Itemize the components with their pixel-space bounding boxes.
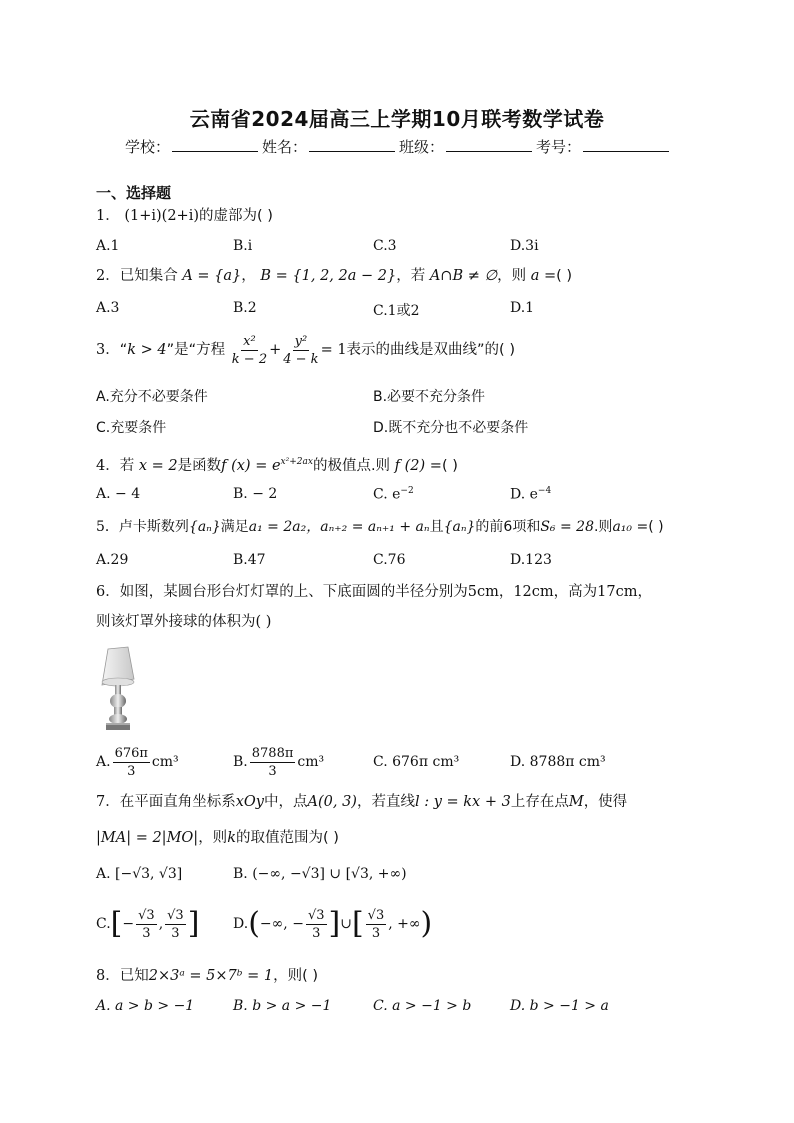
q7-point-m: M <box>568 794 584 810</box>
q2-option-b: B.2 <box>233 300 257 316</box>
q1-option-c: C.3 <box>373 238 397 254</box>
question-7-line-2 <box>96 828 339 848</box>
q2-option-a: A.3 <box>96 300 120 316</box>
q7-option-a: A. [−√3, √3] <box>96 866 183 882</box>
q2-text-4: ，则 <box>497 268 527 284</box>
class-blank <box>446 135 532 152</box>
q2-set-b: B = {1, 2, 2a − 2} <box>260 268 397 284</box>
q7-text-4: 上存在点 <box>510 794 569 810</box>
q6-a-prefix: A. <box>96 754 111 770</box>
q3-condition: k > 4 <box>127 342 167 358</box>
q7-d-den-1: 3 <box>312 925 321 941</box>
q7-c-prefix: C. <box>96 916 111 932</box>
exam-number-label: 考号： <box>536 138 582 156</box>
q3-text-2: ”是“方程 <box>166 342 226 358</box>
q4-option-b: B. − 2 <box>233 486 278 502</box>
table-lamp-figure <box>96 645 140 737</box>
question-7-line-1 <box>96 792 627 812</box>
q2-text-2: ， <box>241 268 256 284</box>
q2-option-d: D.1 <box>510 300 535 316</box>
q6-b-prefix: B. <box>233 754 248 770</box>
q4-number: 4． <box>96 457 120 474</box>
q3-frac1-num: x² <box>243 333 256 349</box>
q7-d-num-2: √3 <box>367 907 385 923</box>
q2-set-a: A = {a} <box>182 268 242 284</box>
q8-text-2: ，则( ) <box>273 968 319 984</box>
question-6-line-1 <box>96 582 652 602</box>
q7-c-frac-1 <box>136 908 157 941</box>
q6-a-unit: cm³ <box>151 754 179 770</box>
q5-option-a: A.29 <box>96 552 129 568</box>
q7-k: k <box>227 830 236 846</box>
q3-frac2-den: 4 − k <box>283 351 319 367</box>
q5-text-4: 的前6项和 <box>475 519 541 535</box>
exam-title: 云南省2024届高三上学期10月联考数学试卷 <box>189 107 605 131</box>
question-8 <box>96 966 318 986</box>
q2-equation: a = <box>530 268 557 284</box>
q4-option-d <box>510 486 551 503</box>
q8-number: 8． <box>96 968 120 984</box>
q7-c-num-1: √3 <box>138 907 155 923</box>
q5-text-2: 满足 <box>220 519 249 535</box>
q4-x-value: x = 2 <box>138 457 178 474</box>
q5-number: 5． <box>96 519 119 535</box>
q3-number: 3． <box>96 342 120 358</box>
school-blank <box>172 135 258 152</box>
q6-option-d: D. 8788π cm³ <box>510 754 606 770</box>
q2-text-1: 已知集合 <box>119 268 178 284</box>
q8-text-1: 已知 <box>119 968 149 984</box>
q7-d-frac-2 <box>366 908 387 941</box>
q3-equals: = 1 <box>320 342 347 358</box>
q4-function: f (x) = e <box>221 457 281 474</box>
q4-exponent: x²+2ax <box>280 457 313 467</box>
q7-point-a: A(0, 3) <box>307 794 357 810</box>
q2-option-c: C.1或2 <box>373 303 420 319</box>
q7-text-3: ，若直线 <box>356 794 415 810</box>
q8-option-d: D. b > −1 > a <box>510 998 609 1014</box>
q5-option-b: B.47 <box>233 552 266 568</box>
q3-frac2-num: y² <box>294 333 308 349</box>
q5-text-3: 且 <box>429 519 444 535</box>
q5-text-1: 卢卡斯数列 <box>118 519 189 535</box>
q6-a-den: 3 <box>127 763 136 779</box>
q7-text-6: ，则 <box>198 830 228 846</box>
q3-text-3: 表示的曲线是双曲线”的( ) <box>346 342 515 358</box>
question-5 <box>96 517 664 537</box>
question-6-line-2: 则该灯罩外接球的体积为( ) <box>96 614 272 630</box>
q8-equation: 2×3ᵃ = 5×7ᵇ = 1 <box>148 968 274 984</box>
q7-option-d: D.(−∞, − $\frac{√3}{3}$ ]∪[ $\frac{√3}{3}$ , +∞) <box>233 906 433 941</box>
name-blank <box>309 135 395 152</box>
q3-option-b: B.必要不充分条件 <box>373 389 486 405</box>
question-1 <box>96 206 273 226</box>
section-heading: 一、选择题 <box>96 184 172 202</box>
q4-option-c <box>373 486 414 503</box>
q6-b-num: 8788π <box>251 745 294 761</box>
q7-line: l : y = kx + 3 <box>414 794 511 810</box>
q7-text-7: 的取值范围为( ) <box>235 830 339 846</box>
q7-text-5: ，使得 <box>583 794 628 810</box>
exam-number-blank <box>583 135 669 152</box>
question-3 <box>96 330 515 370</box>
q3-frac1-den: k − 2 <box>231 351 268 367</box>
q5-option-d: D.123 <box>510 552 552 568</box>
question-4 <box>96 452 458 476</box>
q7-option-b: B. (−∞, −√3] ∪ [√3, +∞) <box>233 866 407 882</box>
q6-option-a <box>96 742 179 782</box>
q1-number: 1． <box>96 208 120 224</box>
q6-b-unit: cm³ <box>297 754 325 770</box>
q7-d-den-2: 3 <box>371 925 381 941</box>
q7-d-num-1: √3 <box>307 907 325 923</box>
q4-option-a: A. − 4 <box>96 486 141 502</box>
q7-text-1: 在平面直角坐标系 <box>119 794 236 810</box>
q1-option-d: D.3i <box>510 238 539 254</box>
q3-fraction-y <box>283 334 318 367</box>
q4-option-d-base: D. e <box>510 486 538 503</box>
q6-b-fraction <box>250 746 296 779</box>
q7-text-2: 中，点 <box>264 794 308 810</box>
school-label: 学校： <box>125 138 171 156</box>
q5-sequence: {aₙ} <box>188 519 221 535</box>
q5-sum: S₆ = 28 <box>540 519 594 535</box>
q4-f2: f (2) = <box>394 457 442 474</box>
q2-number: 2． <box>96 268 120 284</box>
q7-c-frac-2 <box>165 908 186 941</box>
q3-plus: + <box>269 342 282 358</box>
name-label: 姓名： <box>262 138 308 156</box>
q4-text-3: 的极值点.则 <box>312 457 391 474</box>
class-label: 班级： <box>399 138 445 156</box>
q4-text-1: 若 <box>119 457 135 474</box>
q7-c-den-2: 3 <box>171 925 180 941</box>
q7-condition: |MA| = 2|MO| <box>96 830 199 846</box>
q8-option-b: B. b > a > −1 <box>233 998 332 1014</box>
q1-option-b: B.i <box>233 238 253 254</box>
q8-option-c: C. a > −1 > b <box>373 998 472 1014</box>
q6-option-b <box>233 742 324 782</box>
q3-fraction-x <box>232 334 267 367</box>
q7-c-den-1: 3 <box>142 925 151 941</box>
q3-option-d: D.既不充分也不必要条件 <box>373 420 529 436</box>
q6-number: 6． <box>96 584 120 600</box>
student-info-row <box>125 135 673 157</box>
q1-text: 的虚部为( ) <box>199 208 273 224</box>
q6-b-den: 3 <box>268 763 277 779</box>
q2-condition: A∩B ≠ ∅ <box>429 268 498 284</box>
q7-option-c: C.[− $\frac{√3}{3}$ , $\frac{√3}{3}$ ] <box>96 906 200 941</box>
q6-a-num: 676π <box>114 745 148 761</box>
q7-d-frac-1 <box>306 908 327 941</box>
q4-text-2: 是函数 <box>177 457 222 474</box>
q8-option-a: A. a > b > −1 <box>96 998 195 1014</box>
question-2 <box>96 266 572 286</box>
q3-option-c: C.充要条件 <box>96 420 167 436</box>
q7-d-prefix: D. <box>233 916 249 932</box>
q2-text-3: ，若 <box>396 268 426 284</box>
q5-option-c: C.76 <box>373 552 406 568</box>
q6-option-c: C. 676π cm³ <box>373 754 460 770</box>
q3-option-a: A.充分不必要条件 <box>96 389 208 405</box>
q4-option-c-base: C. e <box>373 486 401 503</box>
q1-expression: (1+i)(2+i) <box>124 208 199 224</box>
q7-number: 7． <box>96 794 120 810</box>
q5-a10: a₁₀ = <box>612 519 649 535</box>
q2-text-5: ( ) <box>556 268 573 284</box>
q6-text-line-1: 如图，某圆台形台灯灯罩的上、下底面圆的半径分别为5cm，12cm，高为17cm， <box>119 584 652 600</box>
q7-xoy: xOy <box>235 794 264 810</box>
q5-sequence-2: {aₙ} <box>443 519 476 535</box>
q6-a-fraction <box>113 746 150 779</box>
q4-text-4: ( ) <box>441 457 458 474</box>
q3-text-1: “ <box>119 342 128 358</box>
q5-text-5: .则 <box>593 519 613 535</box>
q5-text-6: ( ) <box>648 519 664 535</box>
q1-option-a: A.1 <box>96 238 120 254</box>
q7-c-num-2: √3 <box>167 907 184 923</box>
q4-option-c-exp: −2 <box>400 486 414 496</box>
q5-recurrence: a₁ = 2a₂，aₙ₊₂ = aₙ₊₁ + aₙ <box>248 519 430 535</box>
q4-option-d-exp: −4 <box>537 486 552 496</box>
